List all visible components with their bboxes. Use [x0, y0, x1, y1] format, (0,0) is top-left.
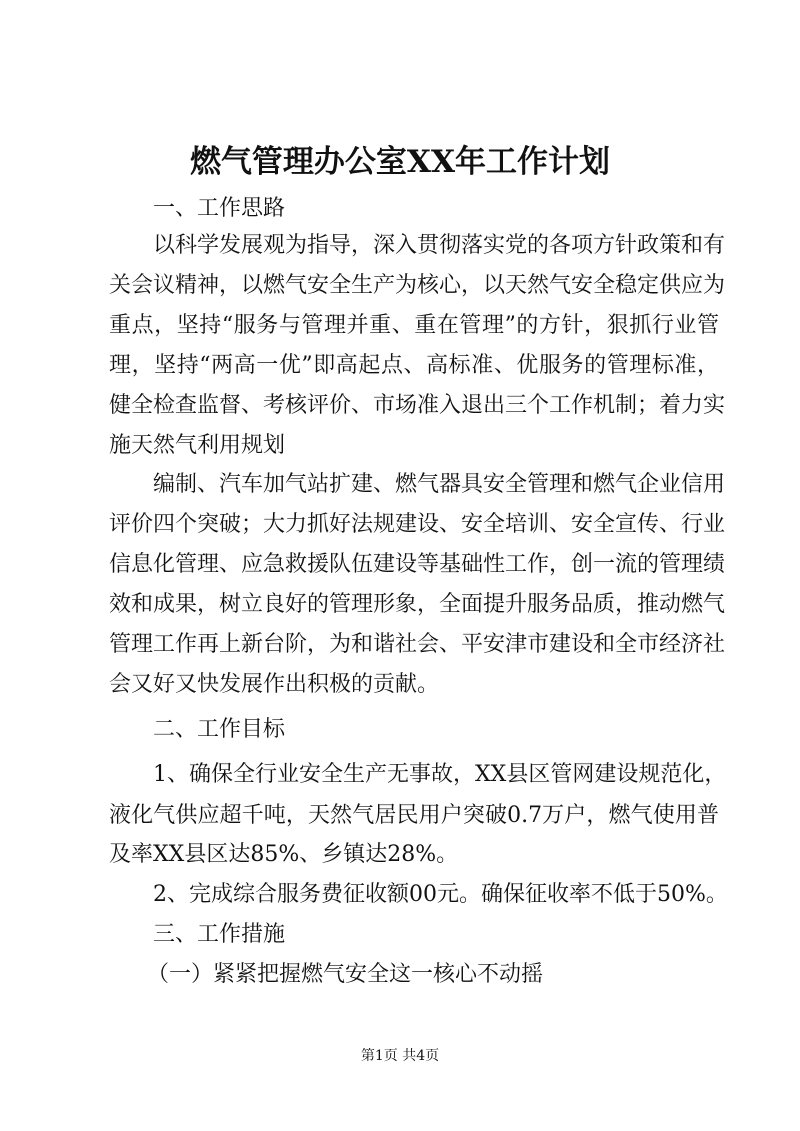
- page-footer: 第1页 共4页: [360, 1048, 440, 1064]
- paragraph-1-line-3: 重点，坚持“服务与管理并重、重在管理”的方针，狠抓行业管: [109, 313, 719, 338]
- paragraph-1-line-2: 关会议精神，以燃气安全生产为核心，以天然气安全稳定供应为: [109, 273, 726, 298]
- paragraph-3-line-2: 液化气供应超千吨，天然气居民用户突破0.7万户，燃气使用普: [109, 803, 719, 828]
- paragraph-2-line-2: 评价四个突破；大力抓好法规建设、安全培训、安全宣传、行业: [109, 512, 726, 537]
- paragraph-3-line-1: 1、确保全行业安全生产无事故，XX县区管网建设规范化，: [153, 762, 727, 787]
- section-heading-2: 二、工作目标: [153, 717, 286, 742]
- section-heading-3: 三、工作措施: [153, 922, 286, 947]
- document-title: 燃气管理办公室XX年工作计划: [189, 144, 611, 180]
- paragraph-2-line-4: 效和成果，树立良好的管理形象，全面提升服务品质，推动燃气: [109, 592, 726, 617]
- paragraph-1-line-5: 健全检查监督、考核评价、市场准入退出三个工作机制；着力实: [109, 393, 726, 418]
- paragraph-2-line-5: 管理工作再上新台阶，为和谐社会、平安津市建设和全市经济社: [109, 632, 726, 657]
- section-heading-1: 一、工作思路: [153, 196, 286, 221]
- paragraph-4: 2、完成综合服务费征收额00元。确保征收率不低于50%。: [153, 882, 728, 907]
- paragraph-2-line-6: 会又好又快发展作出积极的贡献。: [109, 672, 440, 697]
- paragraph-1-line-6: 施天然气利用规划: [109, 433, 286, 458]
- subsection-heading-1: （一）紧紧把握燃气安全这一核心不动摇: [147, 962, 544, 987]
- paragraph-3-line-3: 及率XX县区达85%、乡镇达28%。: [109, 842, 459, 867]
- paragraph-1-line-4: 理，坚持“两高一优”即高起点、高标准、优服务的管理标准，: [109, 353, 719, 378]
- paragraph-2-line-3: 信息化管理、应急救援队伍建设等基础性工作，创一流的管理绩: [109, 552, 726, 577]
- paragraph-1-line-1: 以科学发展观为指导，深入贯彻落实党的各项方针政策和有: [153, 233, 726, 258]
- paragraph-2-line-1: 编制、汽车加气站扩建、燃气器具安全管理和燃气企业信用: [153, 472, 726, 497]
